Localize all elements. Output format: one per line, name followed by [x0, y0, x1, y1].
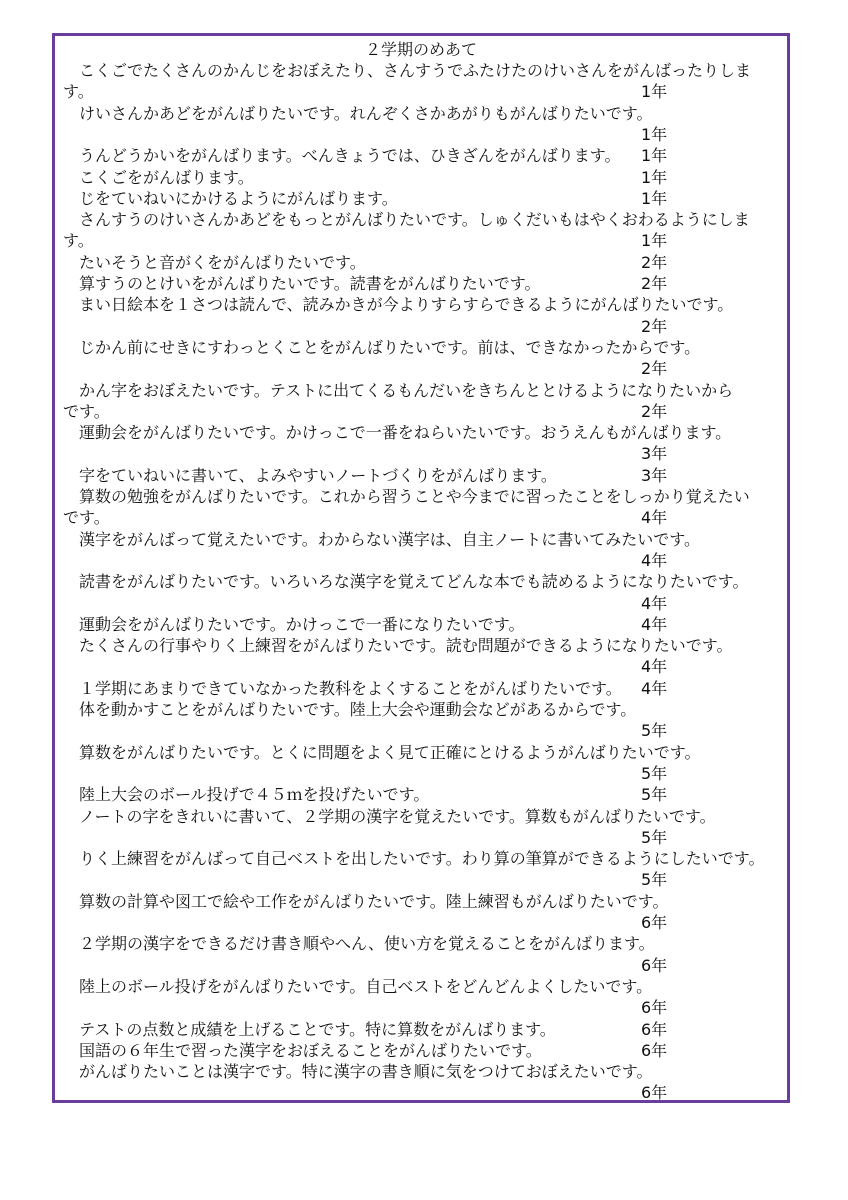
goal-text-line: さんすうのけいさんかあどをもっとがんばりたいです。しゅくだいもはやくおわるようにしま [63, 210, 750, 230]
goal-text-line: 算すうのとけいをがんばりたいです。読書をがんばりたいです。 [63, 274, 541, 293]
goal-text-line: ２学期の漢字をできるだけ書き順やへん、使い方を覚えることをがんばります。 [63, 934, 655, 954]
grade-label: 5年 [641, 785, 668, 805]
grade-label: 6年 [641, 998, 668, 1018]
goal-text-line: りく上練習をがんばって自己ベストを出したいです。わり算の筆算ができるようにしたいです。 [63, 849, 765, 869]
grade-label: 4年 [641, 508, 668, 528]
goal-text-line: す。 [63, 82, 94, 102]
goal-text-line: 漢字をがんばって覚えたいです。わからない漢字は、自主ノートに書いてみたいです。 [63, 529, 700, 549]
goal-text-line: 字をていねいに書いて、よみやすいノートづくりをがんばります。 [63, 465, 557, 485]
goal-text-line: １学期にあまりできていなかった教科をよくすることをがんばりたいです。 [63, 678, 622, 698]
goal-text-line: こくごでたくさんのかんじをおぼえたり、さんすうでふたけたのけいさんをがんばったりしま [63, 61, 752, 80]
grade-label: 1年 [641, 124, 668, 144]
grade-label: 6年 [641, 955, 668, 975]
grade-label: 4年 [641, 550, 668, 570]
goal-text-line: 国語の６年生で習った漢字をおぼえることをがんばりたいです。 [63, 1040, 542, 1060]
grade-label: 6年 [641, 1040, 668, 1060]
goal-text-line: こくごをがんばります。 [63, 167, 254, 187]
goal-text-line: 算数の勉強をがんばりたいです。これから習うことや今までに習ったことをしっかり覚えたい [63, 487, 750, 506]
grade-label: 1年 [641, 188, 668, 208]
goal-text-line: 運動会をがんばりたいです。かけっこで一番をねらいたいです。おうえんもがんばります。 [63, 423, 732, 443]
goal-text-line: 運動会をがんばりたいです。かけっこで一番になりたいです。 [63, 614, 525, 634]
grade-label: 2年 [641, 316, 668, 336]
grade-label: 4年 [641, 593, 668, 613]
grade-label: 2年 [641, 274, 668, 293]
goals-list [55, 36, 787, 1103]
goal-text-line: です。 [63, 401, 110, 421]
goal-text-line: 陸上大会のボール投げで４５ｍを投げたいです。 [63, 785, 430, 805]
goal-text-line: けいさんかあどをがんばりたいです。れんぞくさかあがりもがんばりたいです。 [63, 103, 653, 123]
grade-label: 6年 [641, 1019, 668, 1039]
goal-text-line: ノートの字をきれいに書いて、２学期の漢字を覚えたいです。算数もがんばりたいです。 [63, 806, 716, 826]
goal-text-line: 算数をがんばりたいです。とくに問題をよく見て正確にとけるようがんばりたいです。 [63, 742, 701, 762]
grade-label: 3年 [641, 465, 668, 485]
goal-text-line: じかん前にせきにすわっとくことをがんばりたいです。前は、できなかったからです。 [63, 337, 701, 357]
goal-text-line: がんばりたいことは漢字です。特に漢字の書き順に気をつけておぼえたいです。 [63, 1062, 653, 1082]
grade-label: 4年 [641, 657, 668, 677]
grade-label: 1年 [641, 146, 668, 166]
grade-label: 5年 [641, 763, 668, 783]
goal-text-line: 陸上のボール投げをがんばりたいです。自己ベストをどんどんよくしたいです。 [63, 976, 653, 996]
grade-label: 2年 [641, 252, 668, 272]
goal-text-line: じをていねいにかけるようにがんばります。 [63, 188, 398, 208]
page-title: ２学期のめあて [364, 40, 477, 59]
grade-label: 4年 [641, 614, 668, 634]
goal-text-line: テストの点数と成績を上げることです。特に算数をがんばります。 [63, 1019, 556, 1039]
grade-label: 6年 [641, 1083, 668, 1103]
grade-label: 4年 [641, 678, 668, 698]
goal-text-line: す。 [63, 231, 94, 251]
grade-label: 5年 [641, 721, 668, 741]
grade-label: 5年 [641, 870, 668, 890]
goal-text-line: たくさんの行事やりく上練習をがんばりたいです。読む問題ができるようになりたいです。 [63, 636, 733, 656]
goal-text-line: 読書をがんばりたいです。いろいろな漢字を覚えてどんな本でも読めるようになりたいです。 [63, 572, 749, 592]
goal-text-line: 算数の計算や図工で絵や工作をがんばりたいです。陸上練習もがんばりたいです。 [63, 891, 669, 911]
grade-label: 2年 [641, 359, 668, 379]
goal-text-line: まい日絵本を１さつは読んで、読みかきが今よりすらすらできるようにがんばりたいです。 [63, 295, 734, 315]
document-frame [52, 33, 790, 1103]
goal-text-line: です。 [63, 508, 110, 528]
goal-text-line: たいそうと音がくをがんばりたいです。 [63, 252, 366, 272]
goal-text-line: かん字をおぼえたいです。テストに出てくるもんだいをきちんととけるようになりたいから [63, 380, 734, 400]
goal-text-line: 体を動かすことをがんばりたいです。陸上大会や運動会などがあるからです。 [63, 700, 637, 719]
grade-label: 1年 [641, 82, 668, 102]
goal-text-line: うんどうかいをがんばります。べんきょうでは、ひきざんをがんばります。 [63, 146, 621, 166]
grade-label: 3年 [641, 444, 668, 464]
grade-label: 1年 [641, 231, 668, 251]
grade-label: 1年 [641, 167, 668, 187]
grade-label: 6年 [641, 913, 668, 932]
grade-label: 2年 [641, 401, 668, 421]
grade-label: 5年 [641, 827, 668, 847]
